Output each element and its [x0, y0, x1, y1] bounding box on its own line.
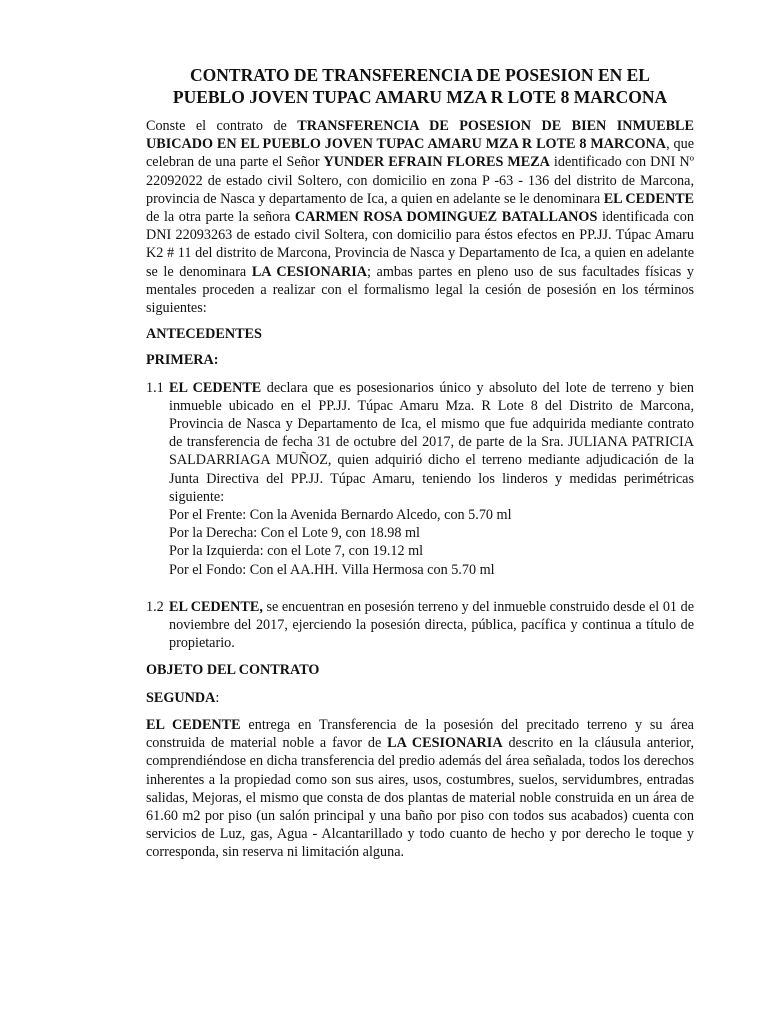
intro-paragraph	[146, 117, 694, 317]
lindero-item: Por la Derecha: Con el Lote 9, con 18.98 ml	[169, 525, 420, 542]
segunda-bold-2: LA CESIONARIA	[387, 735, 503, 752]
segunda-label: SEGUNDA	[146, 689, 216, 706]
document-title	[146, 64, 694, 108]
primera-heading: PRIMERA:	[146, 352, 219, 369]
clause-1-1	[146, 379, 694, 579]
lindero-item: Por el Frente: Con la Avenida Bernardo Alcedo, con 5.70 ml	[169, 507, 512, 524]
segunda-text-2: descrito en la cláusula anterior, comprendiéndose en dicha transferencia del predio además del área señalada, todos los derechos inherentes a la propiedad como son sus aires, usos, costumbres, suelos, servidumbres, entradas salidas, Mejoras, el mismo que consta de dos plantas de material noble construida en un área de 61.60 m2 por piso (un salón principal y una baño por piso con todos sus acabados) cuenta con servicios de Luz, gas, Agua - Alcantarillado y todo cuanto de hecho y por derecho le toque y corresponda, sin reserva ni limitación alguna.	[146, 735, 694, 861]
intro-text-6: ; ambas partes en pleno uso de sus facultades físicas y mentales proceden a realizar con el formalismo legal la cesión de posesión en los términos siguientes:	[146, 263, 694, 317]
intro-bold-3: EL CEDENTE	[603, 190, 694, 207]
segunda-bold-1: EL CEDENTE	[146, 716, 241, 733]
segunda-paragraph	[146, 716, 694, 862]
clause-number: 1.2	[146, 598, 164, 615]
lindero-item: Por el Fondo: Con el AA.HH. Villa Hermosa con 5.70 ml	[169, 561, 495, 578]
objeto-heading: OBJETO DEL CONTRATO	[146, 662, 320, 679]
title-line-2: PUEBLO JOVEN TUPAC AMARU MZA R LOTE 8 MARCONA	[172, 87, 668, 107]
linderos-list	[169, 506, 694, 579]
clause-1-2-text: se encuentran en posesión terreno y del inmueble construido desde el 01 de noviembre del 2017, ejerciendo la posesión directa, pública, pacífica y continua a título de propietario.	[169, 598, 694, 652]
intro-text-4: de la otra parte la señora	[146, 209, 295, 226]
segunda-text-1: entrega en Transferencia de la posesión del precitado terreno y su área construida de material noble a favor de	[146, 716, 694, 752]
clause-1-1-bold: EL CEDENTE	[169, 379, 262, 396]
intro-bold-1: TRANSFERENCIA DE POSESION DE BIEN INMUEBLE UBICADO EN EL PUEBLO JOVEN TUPAC AMARU MZA R LOTE 8 MARCONA	[146, 118, 694, 153]
segunda-colon: :	[215, 689, 220, 706]
segunda-heading	[146, 689, 694, 707]
clause-number: 1.1	[146, 379, 164, 396]
intro-bold-4: CARMEN ROSA DOMINGUEZ BATALLANOS	[294, 209, 598, 226]
clause-1-2	[146, 598, 694, 653]
intro-bold-2: YUNDER EFRAIN FLORES MEZA	[323, 154, 550, 171]
intro-text-2: , que celebran de una parte el Señor	[146, 136, 694, 171]
intro-text-1: Conste el contrato de	[146, 118, 298, 134]
lindero-item: Por la Izquierda: con el Lote 7, con 19.12 ml	[169, 543, 424, 560]
title-line-1: CONTRATO DE TRANSFERENCIA DE POSESION EN EL	[190, 65, 650, 85]
intro-text-5: identificada con DNI 22093263 de estado civil Soltera, con domicilio para éstos efectos en PP.JJ. Túpac Amaru K2 # 11 del distrito de Marcona, Provincia de Nasca y Departamento de Ica, a quien en adelante se le denominara	[146, 209, 694, 280]
document-page	[146, 64, 694, 862]
intro-text-3: identificado con DNI Nº 22092022 de estado civil Soltero, con domicilio en zona P -63 - 136 del distrito de Marcona, provincia de Nasca y departamento de Ica, a quien en adelante se le denominara	[146, 154, 694, 207]
antecedentes-heading: ANTECEDENTES	[146, 326, 262, 343]
clause-1-2-bold: EL CEDENTE,	[169, 598, 263, 615]
clause-1-1-text: declara que es posesionarios único y absoluto del lote de terreno y bien inmueble ubicado en el PP.JJ. Túpac Amaru Mza. R Lote 8 del Distrito de Marcona, Provincia de Nasca y Departamento de Ica, el mismo que fue adquirida mediante contrato de transferencia de fecha 31 de octubre del 2017, de parte de la Sra. JULIANA PATRICIA SALDARRIAGA MUÑOZ, quien adquirió dicho el terreno mediante adjudicación de la Junta Directiva del PP.JJ. Túpac Amaru, teniendo los linderos y medidas perimétricas siguiente:	[169, 379, 694, 505]
intro-bold-5: LA CESIONARIA	[251, 263, 367, 280]
